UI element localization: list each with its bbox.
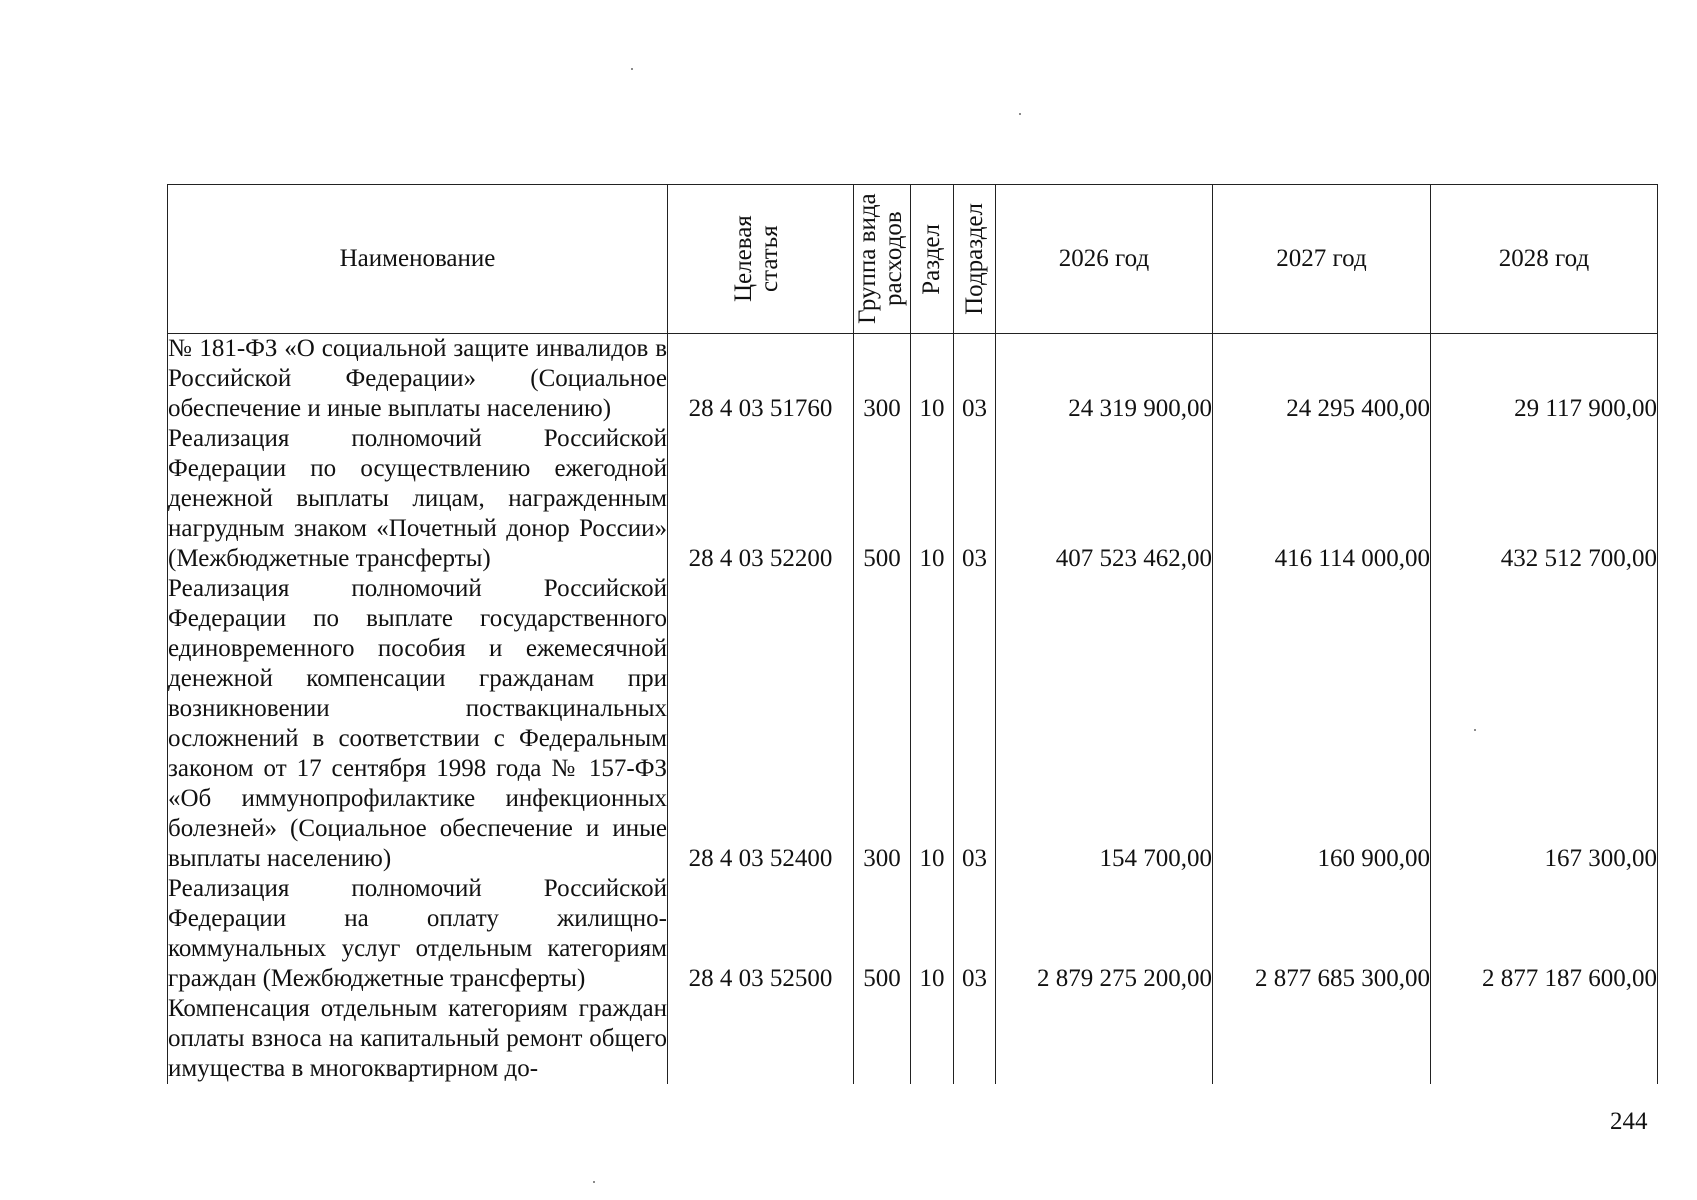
row-expense-group: 500 xyxy=(854,874,911,994)
table-row xyxy=(168,334,1658,425)
table-row xyxy=(168,874,1658,994)
row-name: Компенсация отдельным категориям граждан оплаты взноса на капитальный ремонт общего имущества в многоквартирном до- xyxy=(168,995,667,1082)
row-subsection xyxy=(954,994,996,1084)
row-subsection: 03 xyxy=(954,574,996,874)
row-name: Реализация полномочий Российской Федерации по выплате государственного единовременного пособия и ежемесячной денежной компенсации гражданам при возникновении поствакцинальных осложнений в соответствии с Федеральным законом от 17 сентября 1998 года № 157-ФЗ «Об иммунопрофилактике инфекционных болезней» (Социальное обеспечение и иные выплаты населению) xyxy=(168,575,667,872)
scan-speck xyxy=(593,1181,595,1183)
header-2026-label: 2026 год xyxy=(1058,245,1150,272)
scan-speck xyxy=(1019,113,1021,115)
scan-speck xyxy=(1474,729,1476,731)
row-subsection: 03 xyxy=(954,874,996,994)
row-amount-2028: 29 117 900,00 xyxy=(1431,334,1658,425)
row-amount-2026: 154 700,00 xyxy=(996,574,1213,874)
table-row xyxy=(168,424,1658,574)
row-target-article: 28 4 03 52500 xyxy=(668,874,854,994)
row-amount-2027: 160 900,00 xyxy=(1213,574,1431,874)
row-section: 10 xyxy=(911,334,954,425)
header-2027-label: 2027 год xyxy=(1276,245,1367,272)
header-row xyxy=(168,185,1658,334)
header-2028-label: 2028 год xyxy=(1498,245,1590,272)
row-section: 10 xyxy=(911,424,954,574)
header-target-article-label: Целевая статья xyxy=(729,215,783,303)
row-section xyxy=(911,994,954,1084)
header-2027 xyxy=(1213,185,1431,334)
scan-speck xyxy=(631,68,633,70)
row-section: 10 xyxy=(911,574,954,874)
row-section: 10 xyxy=(911,874,954,994)
header-target-article xyxy=(668,185,854,334)
row-amount-2028: 2 877 187 600,00 xyxy=(1431,874,1658,994)
row-name: Реализация полномочий Российской Федерации по осуществлению ежегодной денежной выплаты лицам, награжденным нагрудным знаком «Почетный донор России» (Межбюджетные трансферты) xyxy=(168,425,667,572)
header-subsection xyxy=(954,185,996,334)
row-expense-group: 500 xyxy=(854,424,911,574)
row-target-article: 28 4 03 52400 xyxy=(668,574,854,874)
header-name-label: Наименование xyxy=(339,245,496,272)
row-amount-2027: 2 877 685 300,00 xyxy=(1213,874,1431,994)
header-expense-group-label: Группа вида расходов xyxy=(854,193,907,325)
row-amount-2027: 416 114 000,00 xyxy=(1213,424,1431,574)
header-2026 xyxy=(996,185,1213,334)
row-amount-2026: 407 523 462,00 xyxy=(996,424,1213,574)
row-amount-2027 xyxy=(1213,994,1431,1084)
row-subsection: 03 xyxy=(954,334,996,425)
row-expense-group xyxy=(854,994,911,1084)
row-amount-2026: 24 319 900,00 xyxy=(996,334,1213,425)
row-target-article xyxy=(668,994,854,1084)
header-section-label: Раздел xyxy=(918,223,945,295)
row-amount-2026: 2 879 275 200,00 xyxy=(996,874,1213,994)
row-amount-2028 xyxy=(1431,994,1658,1084)
table-header xyxy=(168,185,1658,334)
header-expense-group xyxy=(854,185,911,334)
budget-table xyxy=(167,184,1658,1084)
row-amount-2028: 167 300,00 xyxy=(1431,574,1658,874)
row-amount-2028: 432 512 700,00 xyxy=(1431,424,1658,574)
row-target-article: 28 4 03 51760 xyxy=(668,334,854,425)
row-amount-2026 xyxy=(996,994,1213,1084)
row-subsection: 03 xyxy=(954,424,996,574)
row-expense-group: 300 xyxy=(854,574,911,874)
header-2028 xyxy=(1431,185,1658,334)
row-target-article: 28 4 03 52200 xyxy=(668,424,854,574)
header-subsection-label: Подраздел xyxy=(960,203,988,315)
row-name: № 181-ФЗ «О социальной защите инвалидов в Российской Федерации» (Социальное обеспечение и иные выплаты населению) xyxy=(168,335,667,422)
row-name: Реализация полномочий Российской Федерации на оплату жилищно-коммунальных услуг отдельным категориям граждан (Межбюджетные трансферты) xyxy=(168,875,667,992)
table-body xyxy=(168,334,1658,1085)
page-number: 244 xyxy=(1610,1108,1648,1135)
table-row xyxy=(168,574,1658,874)
row-expense-group: 300 xyxy=(854,334,911,425)
table-row xyxy=(168,994,1658,1084)
header-name xyxy=(168,185,668,334)
header-section xyxy=(911,185,954,334)
row-amount-2027: 24 295 400,00 xyxy=(1213,334,1431,425)
